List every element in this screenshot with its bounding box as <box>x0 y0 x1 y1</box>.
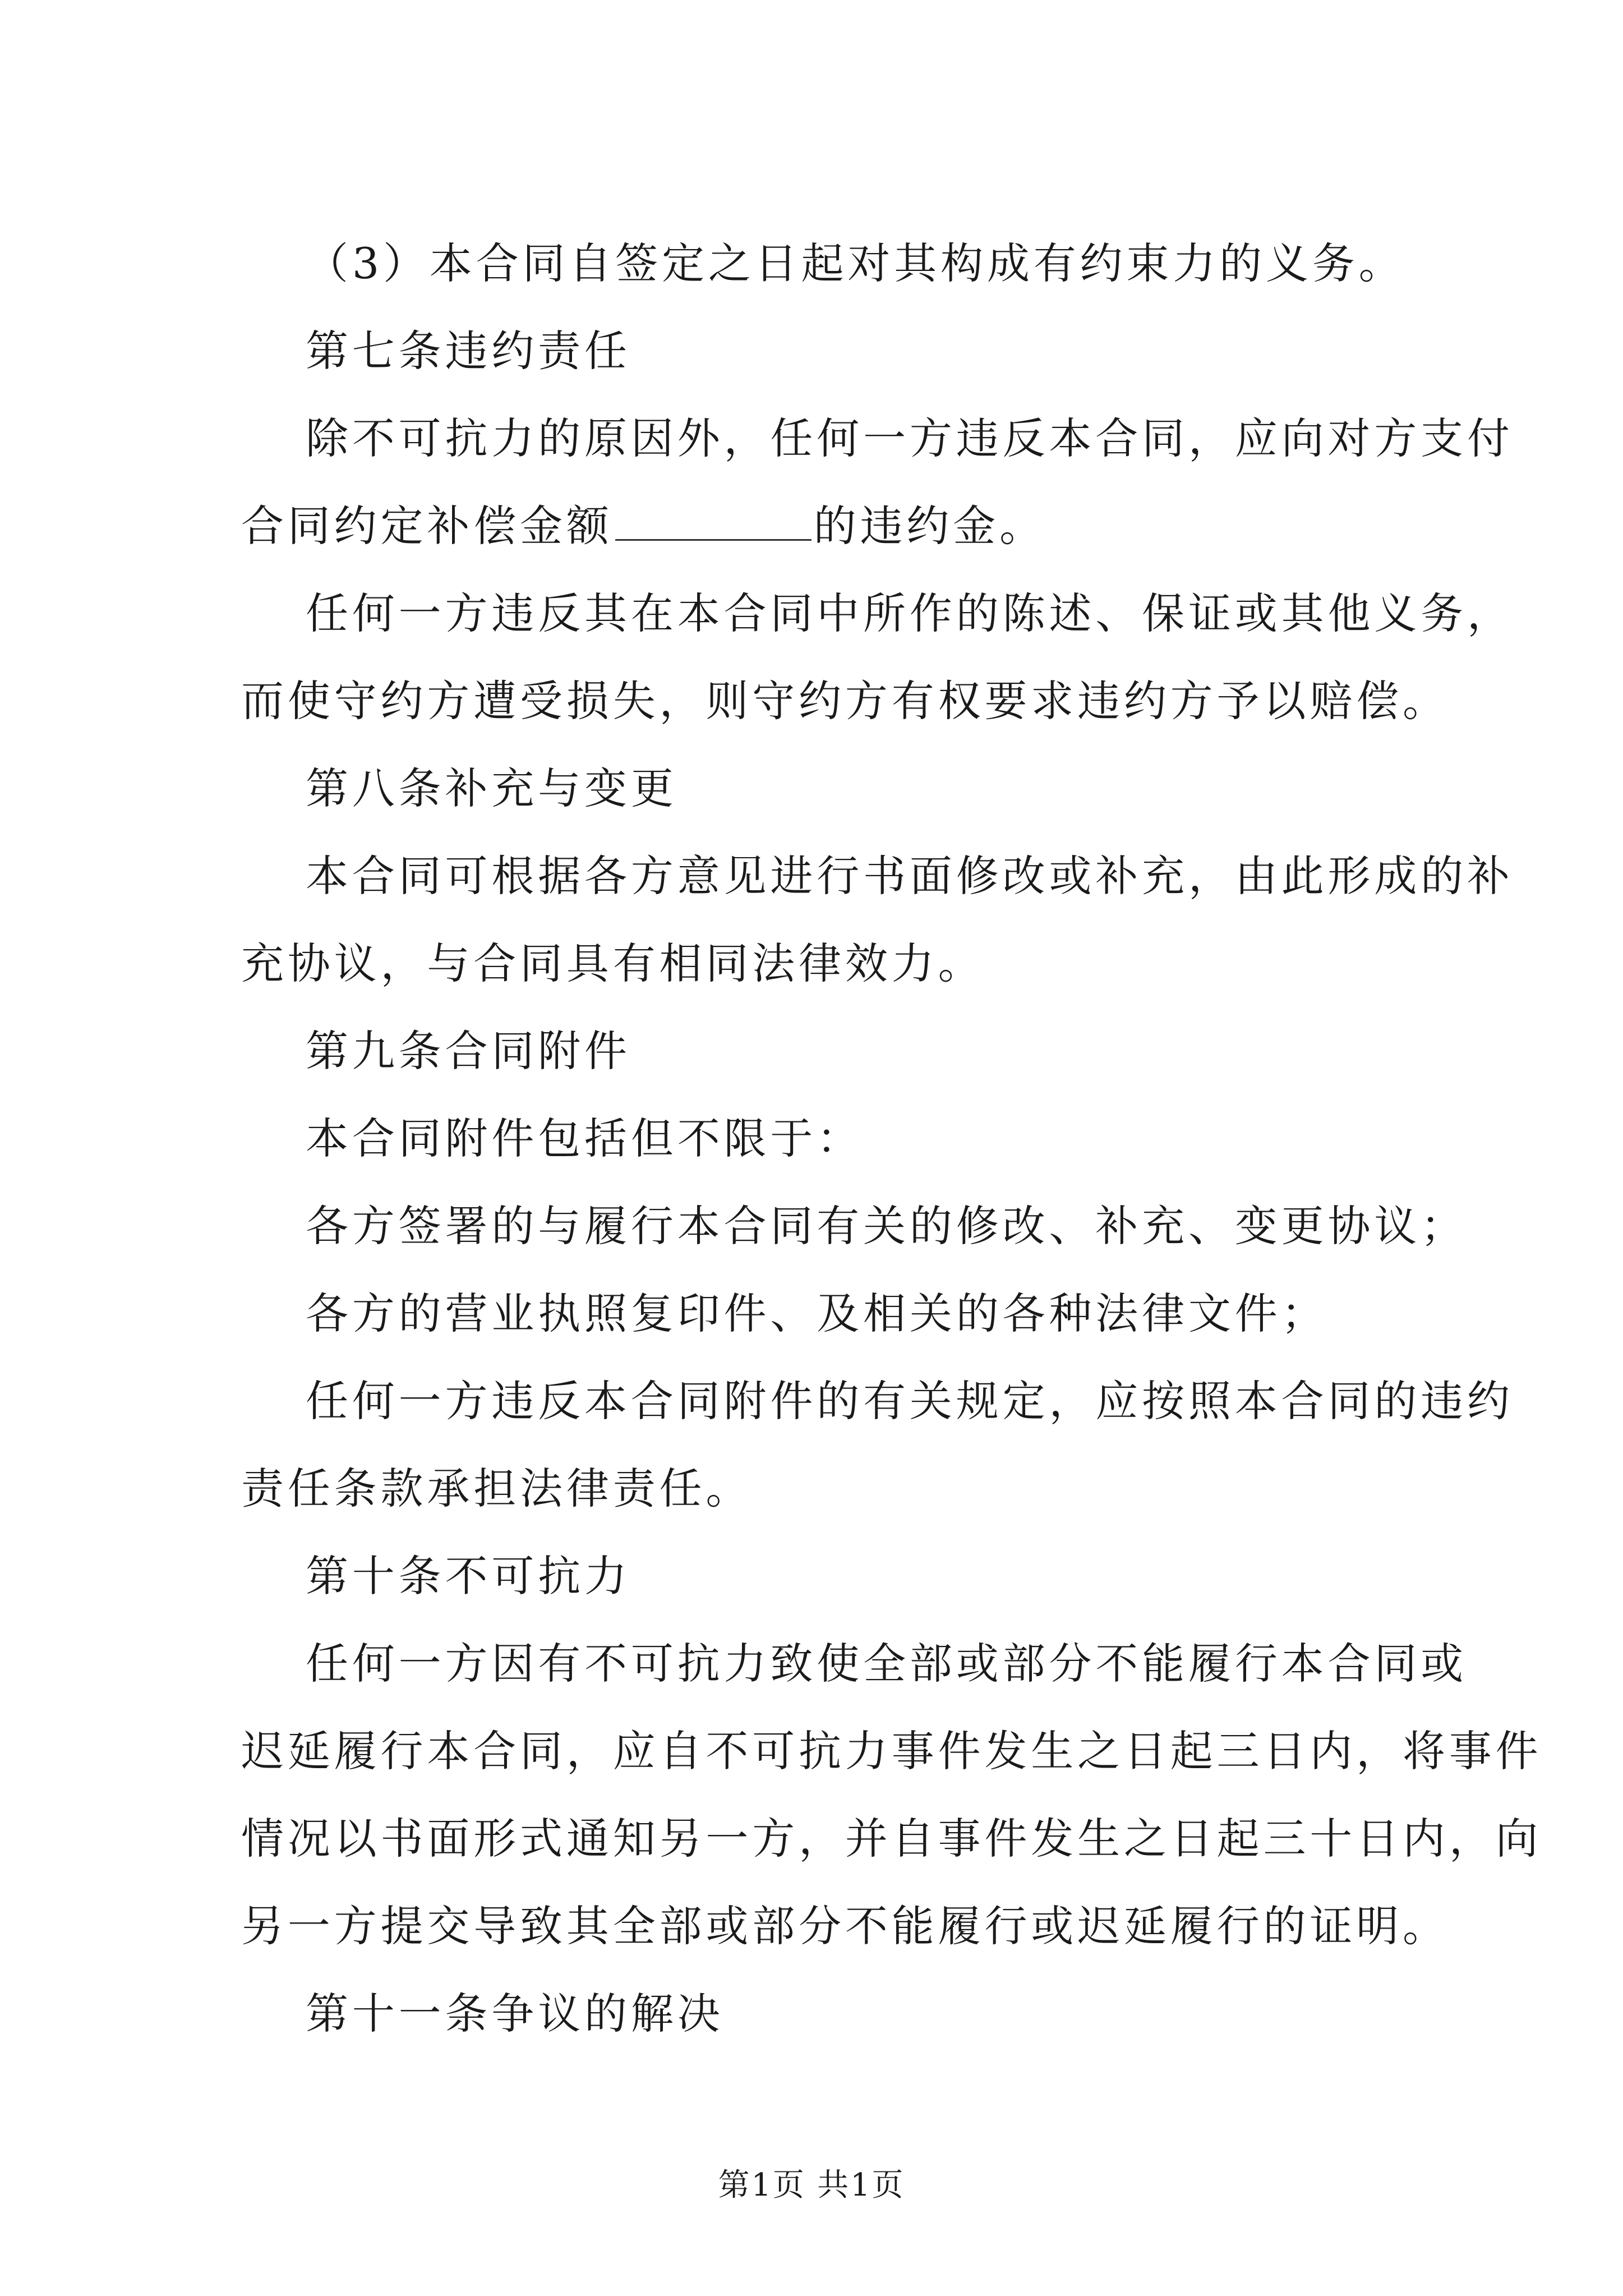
heading-article-7: 第七条违约责任 <box>306 326 631 376</box>
article-10-text-line-1: 任何一方因有不可抗力致使全部或部分不能履行本合同或 <box>306 1639 1467 1688</box>
penalty-suffix: 的违约金。 <box>813 501 1046 551</box>
page-number-footer: 第1页 共1页 <box>718 2167 905 2203</box>
article-9-list-item-2: 各方的营业执照复印件、及相关的各种法律文件； <box>306 1289 1328 1338</box>
article-7-text-line-4: 而使守约方遭受损失，则守约方有权要求违约方予以赔偿。 <box>241 676 1449 726</box>
compensation-label: 合同约定补偿金额 <box>241 501 613 551</box>
article-10-text-line-3: 情况以书面形式通知另一方，并自事件发生之日起三十日内，向 <box>241 1814 1542 1864</box>
article-9-text-line-2: 责任条款承担法律责任。 <box>241 1464 753 1513</box>
article-9-text-line-1: 任何一方违反本合同附件的有关规定，应按照本合同的违约 <box>306 1376 1514 1426</box>
heading-article-10: 第十条不可抗力 <box>306 1551 631 1601</box>
clause-6-item-3: （3）本合同自签定之日起对其构成有约束力的义务。 <box>306 238 1405 288</box>
amount-blank <box>615 505 811 541</box>
article-8-text-line-1: 本合同可根据各方意见进行书面修改或补充，由此形成的补 <box>306 851 1514 901</box>
heading-article-8: 第八条补充与变更 <box>306 763 677 813</box>
article-9-intro: 本合同附件包括但不限于： <box>306 1114 864 1163</box>
article-10-text-line-2: 迟延履行本合同，应自不可抗力事件发生之日起三日内，将事件 <box>241 1726 1542 1776</box>
article-7-text-line-1: 除不可抗力的原因外，任何一方违反本合同，应向对方支付 <box>306 413 1514 463</box>
article-7-text-line-3: 任何一方违反其在本合同中所作的陈述、保证或其他义务， <box>306 588 1514 638</box>
article-7-text-line-2 <box>241 498 1046 554</box>
article-8-text-line-2: 充协议，与合同具有相同法律效力。 <box>241 938 985 988</box>
heading-article-11: 第十一条争议的解决 <box>306 1989 724 2039</box>
article-10-text-line-4: 另一方提交导致其全部或部分不能履行或迟延履行的证明。 <box>241 1901 1449 1951</box>
article-9-list-item-1: 各方签署的与履行本合同有关的修改、补充、变更协议； <box>306 1201 1467 1251</box>
heading-article-9: 第九条合同附件 <box>306 1026 631 1076</box>
